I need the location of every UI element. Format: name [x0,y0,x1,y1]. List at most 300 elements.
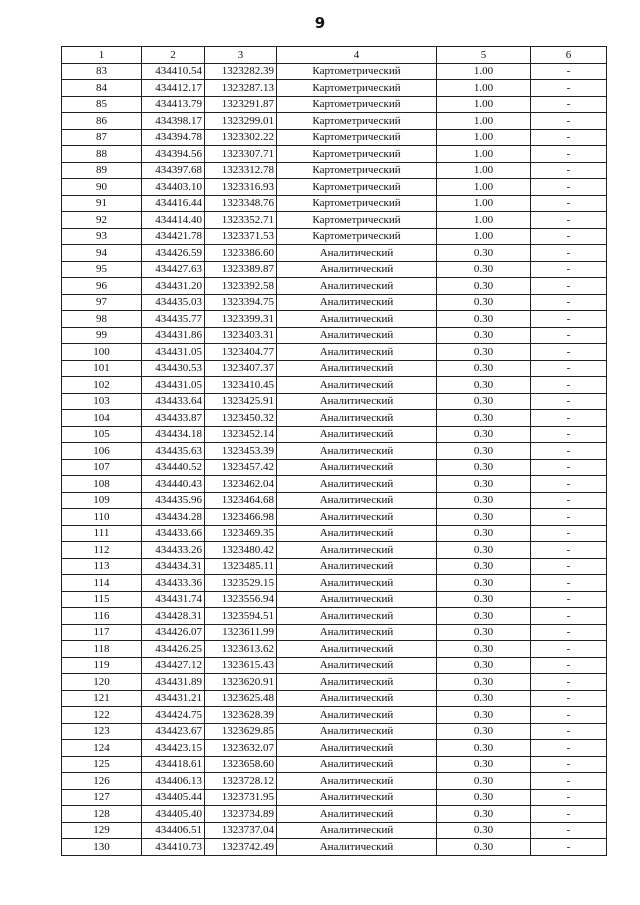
accuracy-cell: 0.30 [437,806,531,823]
accuracy-cell: 0.30 [437,525,531,542]
method-cell: Аналитический [277,674,437,691]
method-cell: Аналитический [277,509,437,526]
method-cell: Картометрический [277,80,437,97]
x-coordinate-cell: 434403.10 [142,179,205,196]
point-number-cell: 84 [62,80,142,97]
point-number-cell: 87 [62,129,142,146]
note-cell: - [531,327,607,344]
method-cell: Аналитический [277,839,437,856]
point-number-cell: 123 [62,723,142,740]
table-row [62,228,607,245]
point-number-cell: 108 [62,476,142,493]
table-body [62,63,607,855]
table-row [62,806,607,823]
x-coordinate-cell: 434406.13 [142,773,205,790]
y-coordinate-cell: 1323410.45 [205,377,277,394]
y-coordinate-cell: 1323731.95 [205,789,277,806]
y-coordinate-cell: 1323399.31 [205,311,277,328]
point-number-cell: 86 [62,113,142,130]
point-number-cell: 112 [62,542,142,559]
method-cell: Аналитический [277,459,437,476]
point-number-cell: 107 [62,459,142,476]
note-cell: - [531,806,607,823]
x-coordinate-cell: 434431.89 [142,674,205,691]
y-coordinate-cell: 1323403.31 [205,327,277,344]
y-coordinate-cell: 1323658.60 [205,756,277,773]
note-cell: - [531,674,607,691]
y-coordinate-cell: 1323407.37 [205,360,277,377]
note-cell: - [531,707,607,724]
method-cell: Картометрический [277,162,437,179]
accuracy-cell: 0.30 [437,591,531,608]
note-cell: - [531,459,607,476]
x-coordinate-cell: 434410.54 [142,63,205,80]
method-cell: Аналитический [277,789,437,806]
table-row [62,558,607,575]
y-coordinate-cell: 1323615.43 [205,657,277,674]
note-cell: - [531,410,607,427]
note-cell: - [531,228,607,245]
note-cell: - [531,113,607,130]
x-coordinate-cell: 434394.56 [142,146,205,163]
method-cell: Аналитический [277,806,437,823]
point-number-cell: 106 [62,443,142,460]
method-cell: Аналитический [277,294,437,311]
y-coordinate-cell: 1323529.15 [205,575,277,592]
x-coordinate-cell: 434397.68 [142,162,205,179]
y-coordinate-cell: 1323450.32 [205,410,277,427]
method-cell: Аналитический [277,723,437,740]
accuracy-cell: 1.00 [437,179,531,196]
x-coordinate-cell: 434435.03 [142,294,205,311]
note-cell: - [531,641,607,658]
x-coordinate-cell: 434434.18 [142,426,205,443]
y-coordinate-cell: 1323620.91 [205,674,277,691]
point-number-cell: 89 [62,162,142,179]
point-number-cell: 130 [62,839,142,856]
y-coordinate-cell: 1323452.14 [205,426,277,443]
accuracy-cell: 0.30 [437,278,531,295]
y-coordinate-cell: 1323457.42 [205,459,277,476]
x-coordinate-cell: 434412.17 [142,80,205,97]
point-number-cell: 110 [62,509,142,526]
method-cell: Аналитический [277,822,437,839]
x-coordinate-cell: 434426.07 [142,624,205,641]
table-row [62,410,607,427]
x-coordinate-cell: 434405.44 [142,789,205,806]
point-number-cell: 100 [62,344,142,361]
accuracy-cell: 0.30 [437,311,531,328]
table-row [62,608,607,625]
method-cell: Аналитический [277,377,437,394]
y-coordinate-cell: 1323728.12 [205,773,277,790]
note-cell: - [531,542,607,559]
method-cell: Аналитический [277,740,437,757]
note-cell: - [531,146,607,163]
y-coordinate-cell: 1323734.89 [205,806,277,823]
table-row [62,641,607,658]
accuracy-cell: 0.30 [437,773,531,790]
table-row [62,756,607,773]
point-number-cell: 96 [62,278,142,295]
accuracy-cell: 0.30 [437,344,531,361]
method-cell: Картометрический [277,146,437,163]
point-number-cell: 93 [62,228,142,245]
method-cell: Картометрический [277,179,437,196]
table-row [62,195,607,212]
table-row [62,723,607,740]
y-coordinate-cell: 1323392.58 [205,278,277,295]
method-cell: Аналитический [277,542,437,559]
accuracy-cell: 0.30 [437,608,531,625]
accuracy-cell: 1.00 [437,195,531,212]
accuracy-cell: 0.30 [437,426,531,443]
x-coordinate-cell: 434433.87 [142,410,205,427]
accuracy-cell: 1.00 [437,113,531,130]
method-cell: Аналитический [277,426,437,443]
table-row [62,113,607,130]
table-row [62,327,607,344]
method-cell: Аналитический [277,492,437,509]
x-coordinate-cell: 434431.05 [142,377,205,394]
accuracy-cell: 0.30 [437,690,531,707]
y-coordinate-cell: 1323404.77 [205,344,277,361]
note-cell: - [531,245,607,262]
accuracy-cell: 0.30 [437,707,531,724]
note-cell: - [531,393,607,410]
table-row [62,311,607,328]
accuracy-cell: 0.30 [437,789,531,806]
y-coordinate-cell: 1323287.13 [205,80,277,97]
point-number-cell: 117 [62,624,142,641]
point-number-cell: 104 [62,410,142,427]
y-coordinate-cell: 1323291.87 [205,96,277,113]
x-coordinate-cell: 434435.77 [142,311,205,328]
accuracy-cell: 0.30 [437,641,531,658]
accuracy-cell: 0.30 [437,822,531,839]
point-number-cell: 91 [62,195,142,212]
method-cell: Аналитический [277,410,437,427]
y-coordinate-cell: 1323629.85 [205,723,277,740]
point-number-cell: 105 [62,426,142,443]
point-number-cell: 90 [62,179,142,196]
note-cell: - [531,773,607,790]
table-header [62,47,607,64]
y-coordinate-cell: 1323299.01 [205,113,277,130]
point-number-cell: 128 [62,806,142,823]
x-coordinate-cell: 434431.21 [142,690,205,707]
method-cell: Картометрический [277,113,437,130]
table-row [62,674,607,691]
table-row [62,344,607,361]
point-number-cell: 119 [62,657,142,674]
table-row [62,542,607,559]
table-row [62,707,607,724]
method-cell: Аналитический [277,575,437,592]
table-row [62,740,607,757]
column-header: 2 [142,47,205,64]
x-coordinate-cell: 434394.78 [142,129,205,146]
point-number-cell: 102 [62,377,142,394]
method-cell: Картометрический [277,228,437,245]
x-coordinate-cell: 434435.63 [142,443,205,460]
note-cell: - [531,492,607,509]
point-number-cell: 122 [62,707,142,724]
table-row [62,179,607,196]
method-cell: Аналитический [277,476,437,493]
method-cell: Аналитический [277,393,437,410]
accuracy-cell: 1.00 [437,212,531,229]
table-row [62,459,607,476]
accuracy-cell: 0.30 [437,740,531,757]
method-cell: Аналитический [277,443,437,460]
point-number-cell: 101 [62,360,142,377]
x-coordinate-cell: 434398.17 [142,113,205,130]
note-cell: - [531,839,607,856]
y-coordinate-cell: 1323594.51 [205,608,277,625]
note-cell: - [531,261,607,278]
accuracy-cell: 0.30 [437,492,531,509]
y-coordinate-cell: 1323386.60 [205,245,277,262]
accuracy-cell: 0.30 [437,327,531,344]
accuracy-cell: 0.30 [437,360,531,377]
y-coordinate-cell: 1323556.94 [205,591,277,608]
note-cell: - [531,195,607,212]
method-cell: Аналитический [277,558,437,575]
accuracy-cell: 0.30 [437,377,531,394]
table-row [62,294,607,311]
x-coordinate-cell: 434433.36 [142,575,205,592]
note-cell: - [531,129,607,146]
point-number-cell: 127 [62,789,142,806]
accuracy-cell: 0.30 [437,459,531,476]
x-coordinate-cell: 434433.64 [142,393,205,410]
accuracy-cell: 0.30 [437,509,531,526]
note-cell: - [531,822,607,839]
x-coordinate-cell: 434410.73 [142,839,205,856]
note-cell: - [531,756,607,773]
note-cell: - [531,96,607,113]
x-coordinate-cell: 434414.40 [142,212,205,229]
accuracy-cell: 0.30 [437,624,531,641]
point-number-cell: 103 [62,393,142,410]
note-cell: - [531,360,607,377]
y-coordinate-cell: 1323625.48 [205,690,277,707]
header-row [62,47,607,64]
y-coordinate-cell: 1323469.35 [205,525,277,542]
table-row [62,822,607,839]
method-cell: Аналитический [277,657,437,674]
note-cell: - [531,624,607,641]
accuracy-cell: 0.30 [437,476,531,493]
table-row [62,360,607,377]
accuracy-cell: 1.00 [437,63,531,80]
accuracy-cell: 0.30 [437,410,531,427]
accuracy-cell: 0.30 [437,558,531,575]
column-header: 6 [531,47,607,64]
y-coordinate-cell: 1323480.42 [205,542,277,559]
method-cell: Аналитический [277,591,437,608]
method-cell: Картометрический [277,96,437,113]
coordinates-table [61,46,607,856]
note-cell: - [531,80,607,97]
point-number-cell: 85 [62,96,142,113]
note-cell: - [531,558,607,575]
y-coordinate-cell: 1323611.99 [205,624,277,641]
x-coordinate-cell: 434423.67 [142,723,205,740]
y-coordinate-cell: 1323462.04 [205,476,277,493]
note-cell: - [531,575,607,592]
y-coordinate-cell: 1323628.39 [205,707,277,724]
method-cell: Аналитический [277,641,437,658]
method-cell: Картометрический [277,63,437,80]
x-coordinate-cell: 434418.61 [142,756,205,773]
y-coordinate-cell: 1323394.75 [205,294,277,311]
x-coordinate-cell: 434405.40 [142,806,205,823]
table-row [62,509,607,526]
y-coordinate-cell: 1323352.71 [205,212,277,229]
accuracy-cell: 0.30 [437,756,531,773]
x-coordinate-cell: 434434.28 [142,509,205,526]
method-cell: Аналитический [277,311,437,328]
accuracy-cell: 0.30 [437,443,531,460]
note-cell: - [531,377,607,394]
x-coordinate-cell: 434427.12 [142,657,205,674]
point-number-cell: 118 [62,641,142,658]
x-coordinate-cell: 434433.26 [142,542,205,559]
x-coordinate-cell: 434431.05 [142,344,205,361]
x-coordinate-cell: 434440.43 [142,476,205,493]
note-cell: - [531,690,607,707]
table-row [62,657,607,674]
y-coordinate-cell: 1323307.71 [205,146,277,163]
point-number-cell: 129 [62,822,142,839]
method-cell: Аналитический [277,261,437,278]
point-number-cell: 116 [62,608,142,625]
x-coordinate-cell: 434416.44 [142,195,205,212]
method-cell: Аналитический [277,773,437,790]
table-row [62,393,607,410]
y-coordinate-cell: 1323742.49 [205,839,277,856]
point-number-cell: 88 [62,146,142,163]
accuracy-cell: 0.30 [437,542,531,559]
method-cell: Аналитический [277,344,437,361]
accuracy-cell: 0.30 [437,839,531,856]
x-coordinate-cell: 434431.74 [142,591,205,608]
method-cell: Картометрический [277,212,437,229]
x-coordinate-cell: 434406.51 [142,822,205,839]
point-number-cell: 83 [62,63,142,80]
point-number-cell: 124 [62,740,142,757]
accuracy-cell: 0.30 [437,393,531,410]
point-number-cell: 98 [62,311,142,328]
column-header: 3 [205,47,277,64]
y-coordinate-cell: 1323425.91 [205,393,277,410]
note-cell: - [531,740,607,757]
y-coordinate-cell: 1323632.07 [205,740,277,757]
x-coordinate-cell: 434434.31 [142,558,205,575]
note-cell: - [531,789,607,806]
note-cell: - [531,509,607,526]
accuracy-cell: 0.30 [437,674,531,691]
method-cell: Аналитический [277,756,437,773]
table-row [62,162,607,179]
accuracy-cell: 1.00 [437,162,531,179]
point-number-cell: 95 [62,261,142,278]
x-coordinate-cell: 434435.96 [142,492,205,509]
table-row [62,773,607,790]
table-row [62,146,607,163]
method-cell: Аналитический [277,278,437,295]
x-coordinate-cell: 434426.59 [142,245,205,262]
point-number-cell: 113 [62,558,142,575]
table-row [62,129,607,146]
accuracy-cell: 0.30 [437,575,531,592]
table-row [62,426,607,443]
y-coordinate-cell: 1323348.76 [205,195,277,212]
point-number-cell: 111 [62,525,142,542]
table-row [62,591,607,608]
point-number-cell: 99 [62,327,142,344]
x-coordinate-cell: 434413.79 [142,96,205,113]
accuracy-cell: 1.00 [437,129,531,146]
accuracy-cell: 0.30 [437,657,531,674]
page-number: 9 [314,14,326,32]
column-header: 5 [437,47,531,64]
table-row [62,377,607,394]
x-coordinate-cell: 434431.20 [142,278,205,295]
note-cell: - [531,311,607,328]
point-number-cell: 94 [62,245,142,262]
accuracy-cell: 1.00 [437,96,531,113]
point-number-cell: 114 [62,575,142,592]
method-cell: Аналитический [277,525,437,542]
note-cell: - [531,179,607,196]
note-cell: - [531,443,607,460]
note-cell: - [531,723,607,740]
method-cell: Аналитический [277,707,437,724]
table-row [62,690,607,707]
note-cell: - [531,476,607,493]
point-number-cell: 126 [62,773,142,790]
point-number-cell: 125 [62,756,142,773]
point-number-cell: 115 [62,591,142,608]
x-coordinate-cell: 434433.66 [142,525,205,542]
y-coordinate-cell: 1323485.11 [205,558,277,575]
note-cell: - [531,525,607,542]
accuracy-cell: 1.00 [437,80,531,97]
table-row [62,245,607,262]
x-coordinate-cell: 434421.78 [142,228,205,245]
table-row [62,80,607,97]
y-coordinate-cell: 1323613.62 [205,641,277,658]
y-coordinate-cell: 1323316.93 [205,179,277,196]
method-cell: Аналитический [277,624,437,641]
method-cell: Картометрический [277,195,437,212]
table-row [62,525,607,542]
note-cell: - [531,294,607,311]
table-row [62,624,607,641]
y-coordinate-cell: 1323371.53 [205,228,277,245]
y-coordinate-cell: 1323389.87 [205,261,277,278]
accuracy-cell: 0.30 [437,245,531,262]
accuracy-cell: 1.00 [437,228,531,245]
method-cell: Аналитический [277,690,437,707]
note-cell: - [531,591,607,608]
x-coordinate-cell: 434440.52 [142,459,205,476]
table-row [62,575,607,592]
table-row [62,839,607,856]
